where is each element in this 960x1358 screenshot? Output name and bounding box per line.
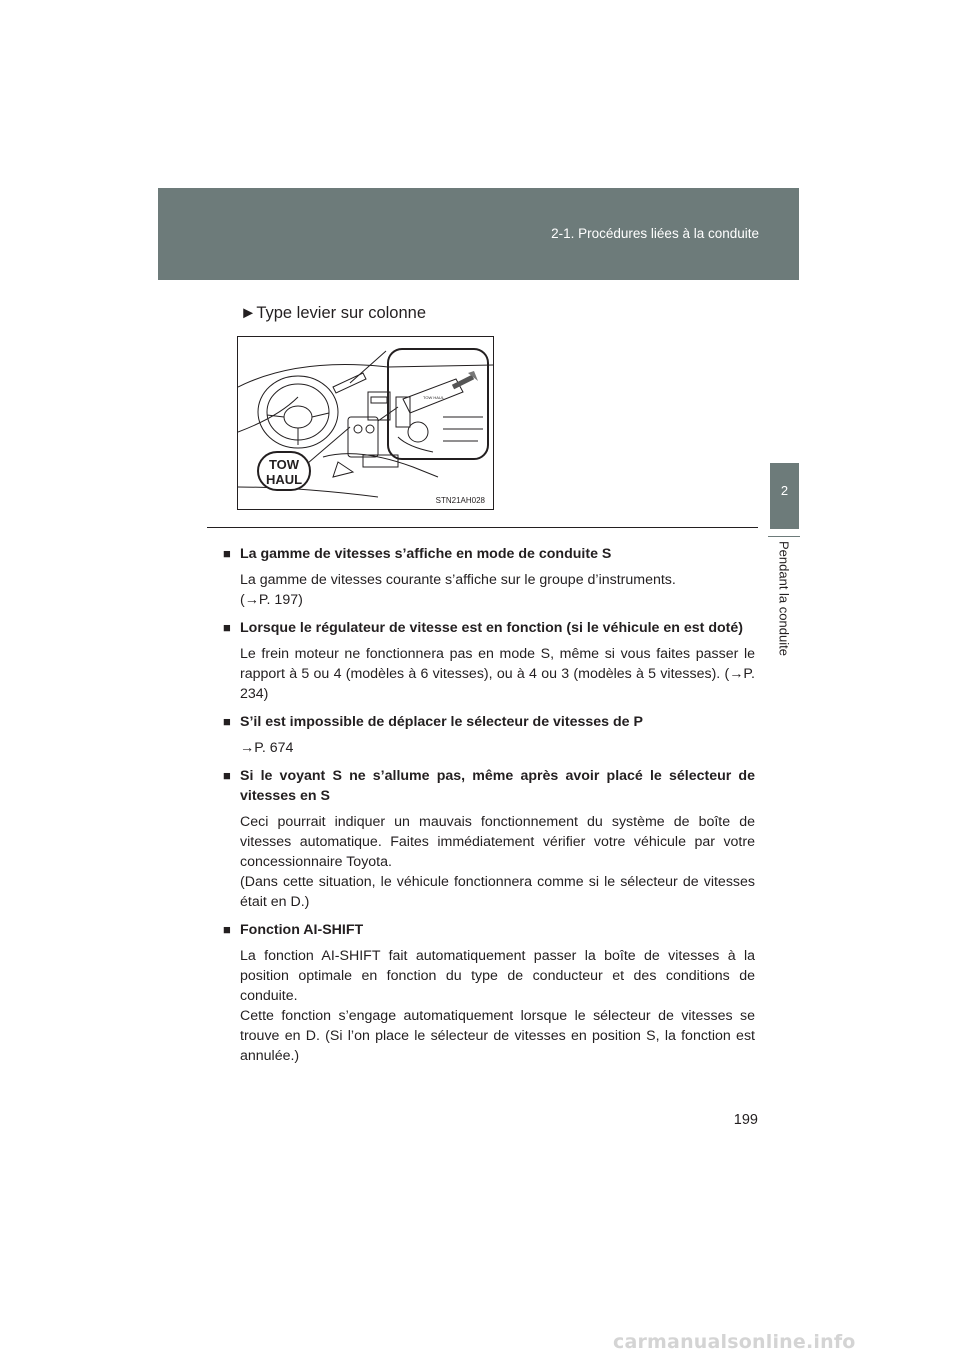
square-bullet-icon: ■ (223, 620, 231, 635)
note-body: Ceci pourrait indiquer un mauvais fonctionnement du système de boîte de vitesses automatique. Faites immédiatement vérifier votre véhicule par votre concessionnaire Toyota. (Dans cette situation, le véhicule fonctionnera comme si le sélecteur de vitesses était en D.) (240, 814, 755, 910)
square-bullet-icon: ■ (223, 714, 231, 729)
note-body: La gamme de vitesses courante s’affiche sur le groupe d’instruments. (→P. 197) (240, 572, 676, 608)
note-body: Le frein moteur ne fonctionnera pas en mode S, même si vous faites passer le rapport à 5 ou 4 (modèles à 6 vitesses), ou à 4 ou 3 (modèles à 5 vitesses). (→P. 234) (240, 646, 755, 702)
section-divider (207, 527, 758, 528)
chapter-label: Pendant la conduite (776, 541, 792, 656)
figure-code: STN21AH028 (435, 496, 485, 505)
subheading: ►Type levier sur colonne (240, 304, 427, 322)
chapter-tab[interactable] (770, 463, 799, 529)
dashboard-illustration (237, 336, 494, 510)
chapter-number: 2 (780, 483, 789, 498)
square-bullet-icon: ■ (223, 922, 231, 937)
watermark-link[interactable]: carmanualsonline.info (613, 1331, 856, 1353)
tow-callout-line1: TOW (268, 457, 300, 472)
note-title: S’il est impossible de déplacer le sélecteur de vitesses de P (240, 714, 643, 730)
square-bullet-icon: ■ (223, 768, 231, 783)
note-body: La fonction AI-SHIFT fait automatiquement passer la boîte de vitesses à la position optimale en fonction du type de conducteur et des conditions de conduite. Cette fonction s’engage automatiquement lorsque le sélecteur de vitesses se trouve en D. (Si l’on place le sélecteur de vitesses en position S, la fonction est annulée.) (240, 948, 755, 1064)
note-item (223, 544, 755, 610)
side-divider (768, 536, 800, 537)
note-title: La gamme de vitesses s’affiche en mode de conduite S (240, 546, 612, 562)
square-bullet-icon: ■ (223, 546, 231, 561)
page-number: 199 (733, 1112, 758, 1128)
tow-haul-button-label: TOW HAUL (423, 395, 445, 400)
note-body: →P. 674 (240, 740, 294, 756)
notes-list (223, 544, 755, 1074)
tow-callout-line2: HAUL (265, 472, 303, 487)
note-item (223, 920, 755, 1066)
note-item (223, 712, 755, 758)
chapter-header (158, 188, 799, 280)
note-title: Lorsque le régulateur de vitesse est en fonction (si le véhicule en est doté) (240, 620, 744, 636)
section-title: 2-1. Procédures liées à la conduite (551, 226, 759, 241)
note-title: Fonction AI-SHIFT (240, 922, 364, 938)
note-title: Si le voyant S ne s’allume pas, même après avoir placé le sélecteur de vitesses en S (240, 768, 755, 804)
note-item (223, 766, 755, 912)
dashboard-drawing (238, 337, 494, 510)
note-item (223, 618, 755, 704)
